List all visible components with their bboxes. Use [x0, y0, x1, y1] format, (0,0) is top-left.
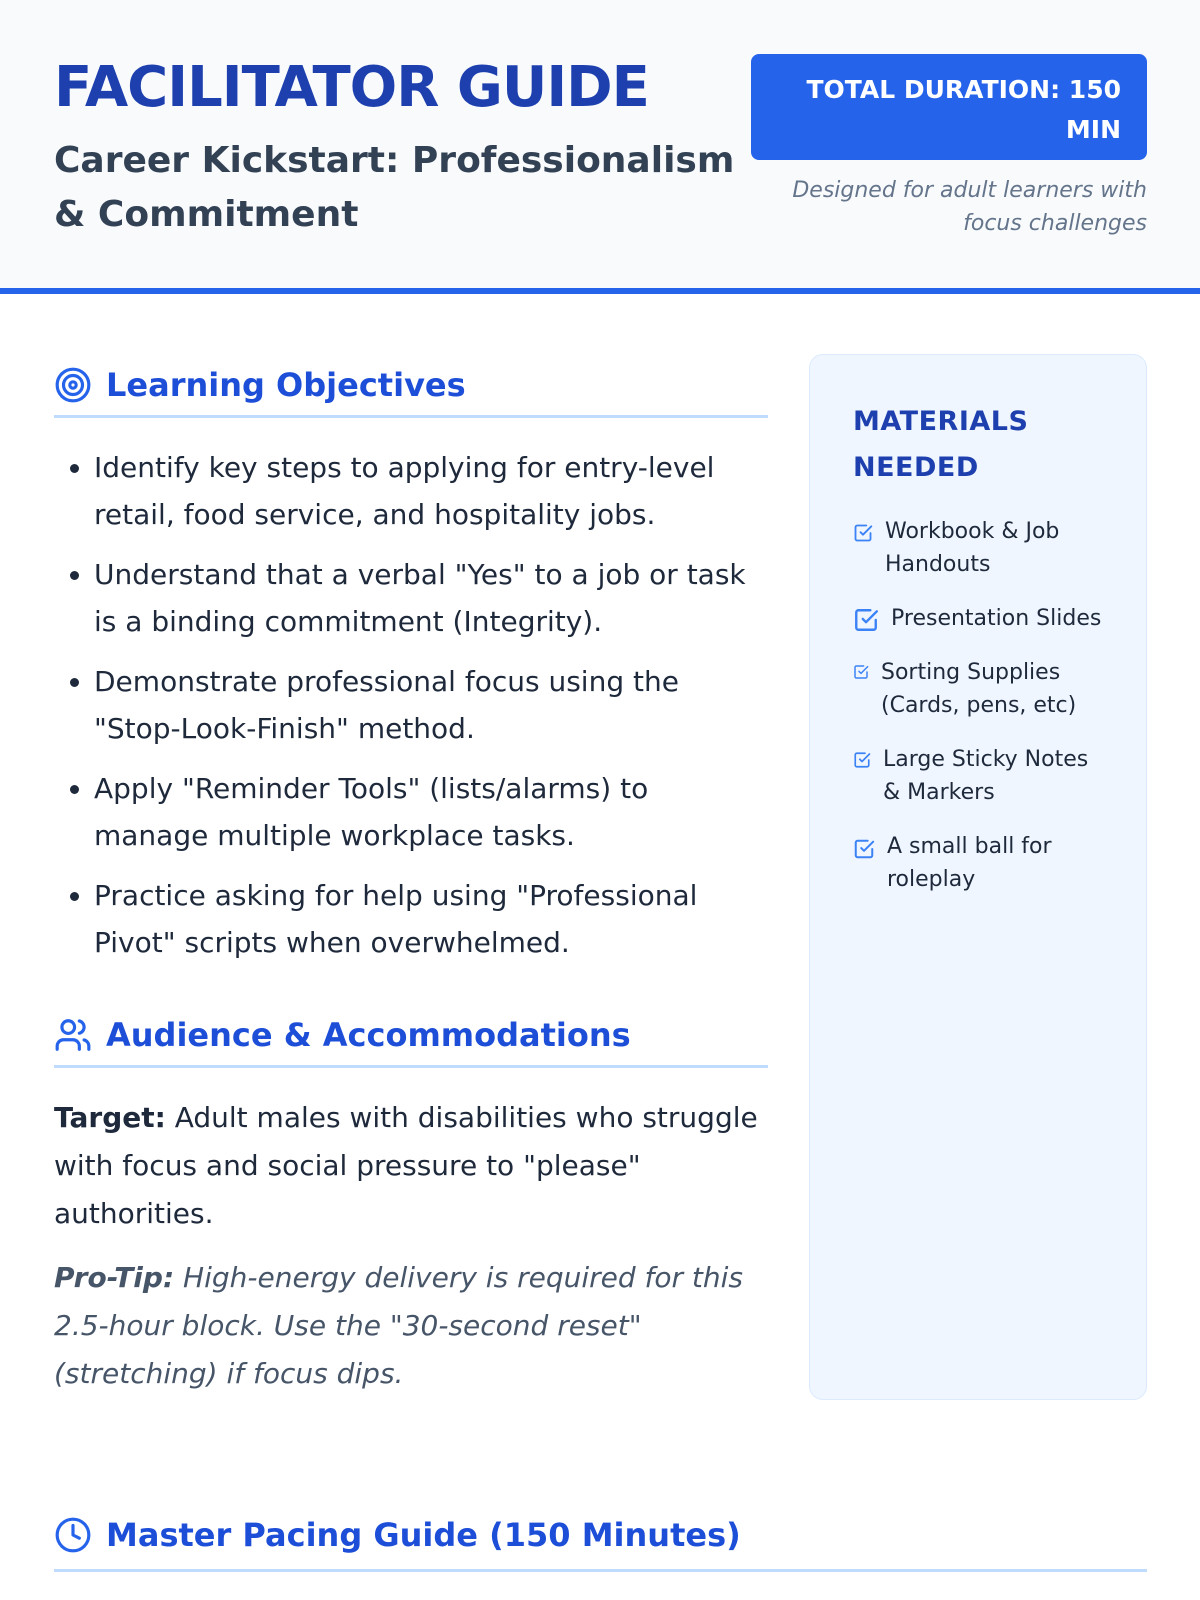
- audience-target: [54, 1094, 768, 1238]
- target-icon: [54, 366, 92, 404]
- material-label: A small ball for roleplay: [887, 834, 1052, 892]
- checkbox-icon: [853, 751, 871, 769]
- audience-title: Audience & Accommodations: [106, 1015, 631, 1054]
- page-header: [0, 0, 1200, 294]
- target-text: Adult males with disabilities who struggle with focus and social pressure to "please" authorities.: [54, 1101, 758, 1230]
- material-item: [853, 743, 1106, 809]
- learning-objectives-title: Learning Objectives: [106, 365, 466, 404]
- protip-label: Pro-Tip:: [54, 1261, 175, 1294]
- material-label: Large Sticky Notes & Markers: [883, 747, 1089, 805]
- objective-item: • Identify key steps to applying for entry-level retail, food service, and hospitality jobs.: [94, 444, 768, 538]
- protip-text: High-energy delivery is required for this 2.5-hour block. Use the "30-second reset" (stretching) if focus dips.: [54, 1261, 744, 1390]
- material-label: Presentation Slides: [891, 606, 1102, 631]
- audience-note: Designed for adult learners with focus challenges: [792, 178, 1147, 236]
- objective-item: • Practice asking for help using "Professional Pivot" scripts when overwhelmed.: [94, 872, 768, 966]
- page-subtitle: Career Kickstart: Professionalism & Commitment: [54, 140, 735, 235]
- objective-item: • Apply "Reminder Tools" (lists/alarms) to manage multiple workplace tasks.: [94, 765, 768, 859]
- material-item: [853, 830, 1106, 896]
- checkbox-icon: [853, 523, 873, 543]
- pro-tip: [54, 1254, 768, 1398]
- pacing-heading: [54, 1500, 1147, 1572]
- checkbox-icon: [853, 664, 869, 680]
- materials-title: MATERIALS NEEDED: [853, 406, 1029, 483]
- learning-objectives-heading: [54, 354, 768, 418]
- material-item: [853, 602, 1106, 635]
- material-item: [853, 656, 1106, 722]
- users-icon: [54, 1016, 92, 1054]
- objective-item: • Understand that a verbal "Yes" to a job or task is a binding commitment (Integrity).: [94, 551, 768, 645]
- material-label: Workbook & Job Handouts: [885, 519, 1060, 577]
- material-item: [853, 515, 1106, 581]
- checkbox-icon: [853, 607, 879, 633]
- objectives-list: [54, 444, 768, 979]
- audience-heading: [54, 1004, 768, 1068]
- materials-panel: [809, 354, 1147, 1400]
- total-duration-badge: TOTAL DURATION: 150 MIN: [751, 54, 1147, 160]
- pacing-title: Master Pacing Guide (150 Minutes): [106, 1515, 741, 1554]
- material-label: Sorting Supplies (Cards, pens, etc): [881, 660, 1077, 718]
- objective-item: • Demonstrate professional focus using the "Stop-Look-Finish" method.: [94, 658, 768, 752]
- page-title: FACILITATOR GUIDE: [54, 55, 649, 120]
- clock-icon: [54, 1516, 92, 1554]
- target-label: Target:: [54, 1101, 166, 1134]
- checkbox-icon: [853, 838, 875, 860]
